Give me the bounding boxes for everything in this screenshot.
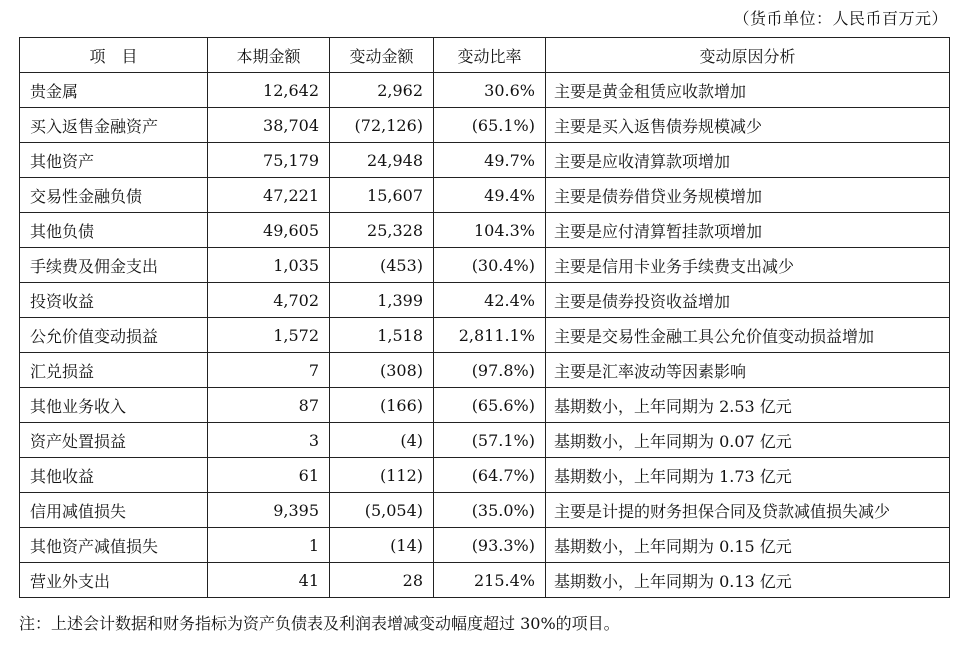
- cell-change-reason: 基期数小，上年同期为 0.13 亿元: [546, 563, 950, 598]
- table-row: [20, 213, 950, 248]
- cell-item-name: 贵金属: [20, 73, 208, 108]
- cell-change-ratio: 215.4%: [434, 563, 546, 598]
- cell-item-name: 其他资产减值损失: [20, 528, 208, 563]
- cell-change-reason: 主要是应付清算暂挂款项增加: [546, 213, 950, 248]
- cell-change-ratio: (57.1%): [434, 423, 546, 458]
- table-row: [20, 73, 950, 108]
- cell-change-reason: 基期数小，上年同期为 0.07 亿元: [546, 423, 950, 458]
- header-change-amount: 变动金额: [330, 38, 434, 73]
- cell-change-ratio: 2,811.1%: [434, 318, 546, 353]
- cell-change-amount: (112): [330, 458, 434, 493]
- cell-change-amount: (5,054): [330, 493, 434, 528]
- header-current-amount: 本期金额: [208, 38, 330, 73]
- cell-current-amount: 75,179: [208, 143, 330, 178]
- cell-current-amount: 41: [208, 563, 330, 598]
- table-row: [20, 458, 950, 493]
- cell-item-name: 其他资产: [20, 143, 208, 178]
- cell-item-name: 资产处置损益: [20, 423, 208, 458]
- cell-item-name: 信用减值损失: [20, 493, 208, 528]
- cell-change-reason: 主要是买入返售债券规模减少: [546, 108, 950, 143]
- cell-item-name: 交易性金融负债: [20, 178, 208, 213]
- financial-change-table: [19, 37, 950, 598]
- cell-current-amount: 12,642: [208, 73, 330, 108]
- header-change-ratio: 变动比率: [434, 38, 546, 73]
- cell-current-amount: 49,605: [208, 213, 330, 248]
- cell-current-amount: 7: [208, 353, 330, 388]
- cell-change-amount: (308): [330, 353, 434, 388]
- currency-unit-note: （货币单位：人民币百万元）: [733, 9, 948, 28]
- cell-change-amount: (14): [330, 528, 434, 563]
- cell-change-ratio: 49.7%: [434, 143, 546, 178]
- cell-current-amount: 87: [208, 388, 330, 423]
- cell-current-amount: 47,221: [208, 178, 330, 213]
- cell-current-amount: 1,035: [208, 248, 330, 283]
- cell-change-ratio: (93.3%): [434, 528, 546, 563]
- cell-change-ratio: (64.7%): [434, 458, 546, 493]
- cell-change-amount: 1,399: [330, 283, 434, 318]
- cell-item-name: 其他业务收入: [20, 388, 208, 423]
- table-row: [20, 248, 950, 283]
- cell-item-name: 手续费及佣金支出: [20, 248, 208, 283]
- cell-item-name: 营业外支出: [20, 563, 208, 598]
- cell-change-reason: 主要是应收清算款项增加: [546, 143, 950, 178]
- cell-change-ratio: 49.4%: [434, 178, 546, 213]
- cell-change-reason: 主要是债券投资收益增加: [546, 283, 950, 318]
- cell-change-reason: 基期数小，上年同期为 0.15 亿元: [546, 528, 950, 563]
- cell-item-name: 其他收益: [20, 458, 208, 493]
- table-row: [20, 318, 950, 353]
- cell-item-name: 其他负债: [20, 213, 208, 248]
- table-row: [20, 423, 950, 458]
- cell-current-amount: 9,395: [208, 493, 330, 528]
- table-row: [20, 283, 950, 318]
- cell-item-name: 买入返售金融资产: [20, 108, 208, 143]
- cell-current-amount: 1,572: [208, 318, 330, 353]
- table-row: [20, 528, 950, 563]
- table-body: [20, 73, 950, 598]
- cell-change-amount: 28: [330, 563, 434, 598]
- cell-change-amount: (4): [330, 423, 434, 458]
- cell-change-ratio: 104.3%: [434, 213, 546, 248]
- cell-change-reason: 基期数小，上年同期为 2.53 亿元: [546, 388, 950, 423]
- table-row: [20, 178, 950, 213]
- table-header-row: [20, 38, 950, 73]
- cell-item-name: 公允价值变动损益: [20, 318, 208, 353]
- cell-change-reason: 主要是黄金租赁应收款增加: [546, 73, 950, 108]
- cell-change-amount: (453): [330, 248, 434, 283]
- cell-current-amount: 61: [208, 458, 330, 493]
- cell-change-ratio: (65.1%): [434, 108, 546, 143]
- cell-change-reason: 基期数小，上年同期为 1.73 亿元: [546, 458, 950, 493]
- table-row: [20, 353, 950, 388]
- cell-change-ratio: 30.6%: [434, 73, 546, 108]
- cell-item-name: 汇兑损益: [20, 353, 208, 388]
- cell-change-reason: 主要是计提的财务担保合同及贷款减值损失减少: [546, 493, 950, 528]
- cell-change-reason: 主要是交易性金融工具公允价值变动损益增加: [546, 318, 950, 353]
- header-change-reason: 变动原因分析: [546, 38, 950, 73]
- cell-change-amount: 25,328: [330, 213, 434, 248]
- table-row: [20, 563, 950, 598]
- cell-change-ratio: (65.6%): [434, 388, 546, 423]
- cell-change-amount: 15,607: [330, 178, 434, 213]
- cell-change-amount: (72,126): [330, 108, 434, 143]
- cell-change-reason: 主要是信用卡业务手续费支出减少: [546, 248, 950, 283]
- cell-change-reason: 主要是汇率波动等因素影响: [546, 353, 950, 388]
- table-row: [20, 143, 950, 178]
- cell-change-amount: (166): [330, 388, 434, 423]
- cell-change-reason: 主要是债券借贷业务规模增加: [546, 178, 950, 213]
- cell-change-ratio: (35.0%): [434, 493, 546, 528]
- cell-change-amount: 24,948: [330, 143, 434, 178]
- table-row: [20, 388, 950, 423]
- cell-current-amount: 38,704: [208, 108, 330, 143]
- cell-current-amount: 1: [208, 528, 330, 563]
- cell-current-amount: 4,702: [208, 283, 330, 318]
- table-row: [20, 493, 950, 528]
- cell-change-ratio: 42.4%: [434, 283, 546, 318]
- footnote: 注：上述会计数据和财务指标为资产负债表及利润表增减变动幅度超过 30%的项目。: [19, 614, 620, 633]
- cell-current-amount: 3: [208, 423, 330, 458]
- table-row: [20, 108, 950, 143]
- cell-change-amount: 2,962: [330, 73, 434, 108]
- cell-item-name: 投资收益: [20, 283, 208, 318]
- cell-change-ratio: (30.4%): [434, 248, 546, 283]
- header-item: 项 目: [20, 38, 208, 73]
- cell-change-amount: 1,518: [330, 318, 434, 353]
- cell-change-ratio: (97.8%): [434, 353, 546, 388]
